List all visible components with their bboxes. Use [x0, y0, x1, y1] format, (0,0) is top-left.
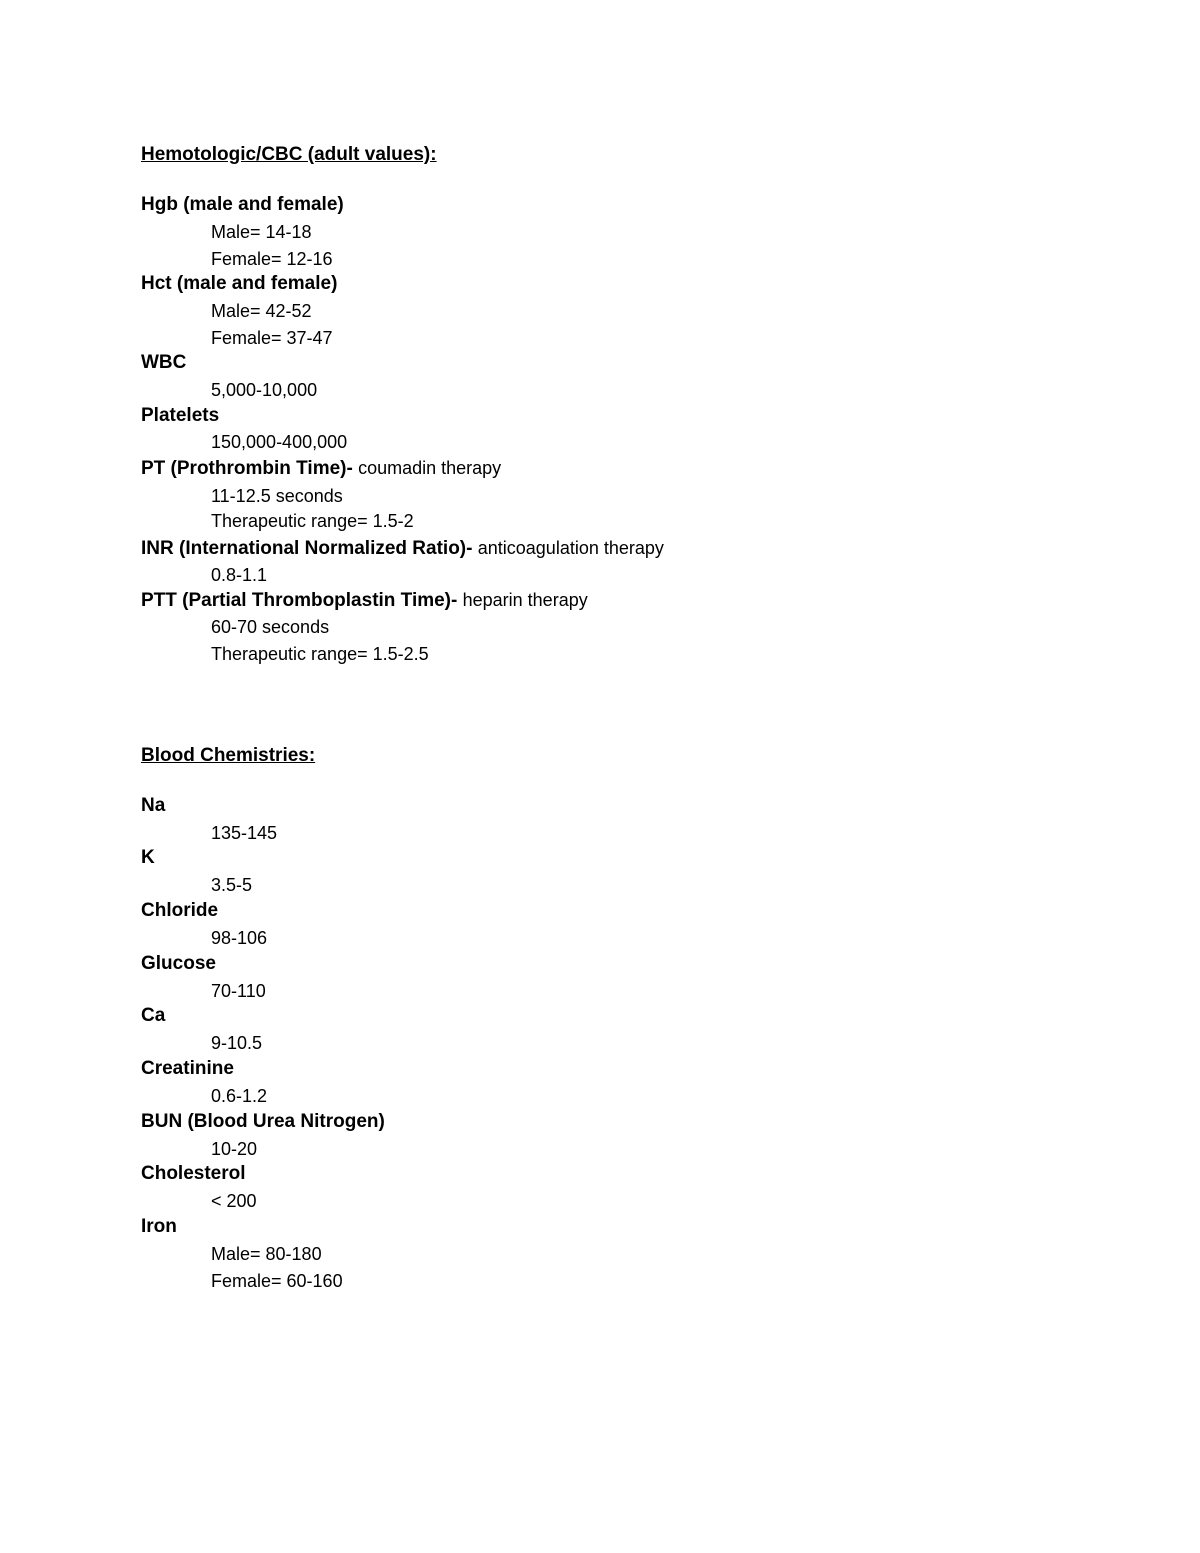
item-value: Male= 42-52: [211, 301, 312, 321]
item-value: Female= 37-47: [211, 328, 333, 348]
section-heading-cbc: Hemotologic/CBC (adult values):: [141, 144, 437, 165]
item-label-bun: BUN (Blood Urea Nitrogen): [141, 1111, 385, 1132]
item-label-glucose: Glucose: [141, 953, 216, 974]
item-value: 0.6-1.2: [211, 1086, 268, 1106]
item-label-k: K: [141, 847, 155, 868]
item-label-cholesterol: Cholesterol: [141, 1163, 246, 1184]
item-value: 135-145: [211, 823, 278, 843]
item-label-chloride: Chloride: [141, 900, 219, 921]
item-label-inr: INR (International Normalized Ratio)- anticoagulation therapy: [141, 538, 664, 559]
item-label-hct: Hct (male and female): [141, 273, 338, 294]
item-value: < 200: [211, 1191, 257, 1211]
item-value: 9-10.5: [211, 1033, 263, 1053]
item-value: 5,000-10,000: [211, 380, 318, 400]
item-label-pt: PT (Prothrombin Time)- coumadin therapy: [141, 458, 502, 479]
item-label-ptt: PTT (Partial Thromboplastin Time)- heparin therapy: [141, 590, 588, 611]
item-label-iron: Iron: [141, 1216, 177, 1237]
item-value: 98-106: [211, 928, 268, 948]
item-value: 150,000-400,000: [211, 432, 348, 452]
item-value: 0.8-1.1: [211, 565, 268, 585]
item-value: Male= 14-18: [211, 222, 312, 242]
item-label-ca: Ca: [141, 1005, 166, 1026]
item-value: 3.5-5: [211, 875, 253, 895]
item-value: Female= 12-16: [211, 249, 333, 269]
item-value: Male= 80-180: [211, 1244, 322, 1264]
item-value: Female= 60-160: [211, 1271, 343, 1291]
item-value: 10-20: [211, 1139, 258, 1159]
item-value: 70-110: [211, 981, 266, 1001]
item-label-creatinine: Creatinine: [141, 1058, 234, 1079]
item-value: 11-12.5 seconds: [211, 486, 343, 506]
item-value: Therapeutic range= 1.5-2.5: [211, 644, 429, 664]
item-value: Therapeutic range= 1.5-2: [211, 511, 414, 531]
section-heading-chemistries: Blood Chemistries:: [141, 745, 316, 766]
item-label-na: Na: [141, 795, 166, 816]
item-note: anticoagulation therapy: [477, 538, 664, 558]
item-label-hgb: Hgb (male and female): [141, 194, 344, 215]
item-label-platelets: Platelets: [141, 405, 220, 426]
item-note: heparin therapy: [462, 590, 588, 610]
item-value: 60-70 seconds: [211, 617, 330, 637]
item-note: coumadin therapy: [358, 458, 502, 478]
item-label-wbc: WBC: [141, 352, 187, 373]
